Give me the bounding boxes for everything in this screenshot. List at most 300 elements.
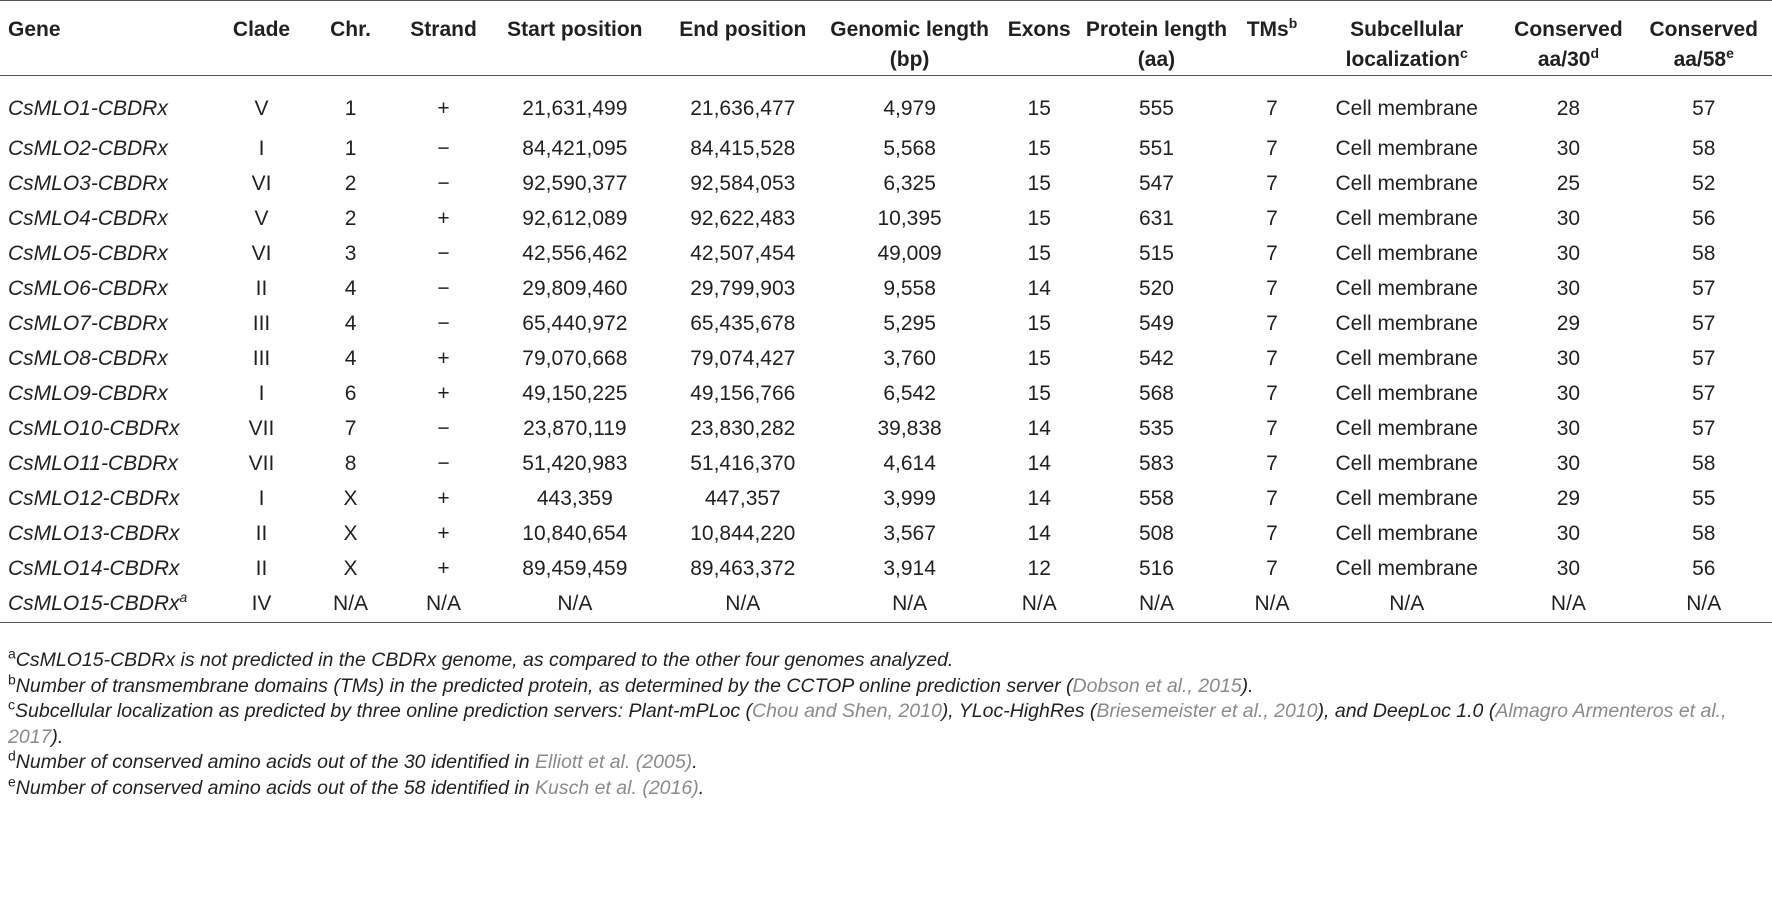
cell-value: + (437, 346, 450, 370)
table-cell (1312, 481, 1501, 516)
cell-value: Cell membrane (1335, 556, 1478, 580)
table-row (0, 236, 1772, 271)
table-cell (1232, 586, 1312, 623)
cell-value: 535 (1138, 416, 1174, 440)
cell-value: 92,584,053 (690, 171, 796, 195)
table-cell (998, 271, 1081, 306)
cell-value: VII (248, 416, 275, 440)
column-header (1501, 1, 1635, 76)
table-cell (223, 201, 300, 236)
table-cell (998, 76, 1081, 132)
header-row (0, 1, 1772, 76)
cell-value: 4 (344, 346, 357, 370)
table-cell (401, 446, 486, 481)
table-cell (300, 411, 401, 446)
cell-value: 30 (1556, 381, 1581, 405)
table-cell (822, 551, 998, 586)
footnote (8, 747, 1768, 776)
table-cell (1081, 446, 1232, 481)
cell-value: 555 (1138, 96, 1174, 120)
cell-value: 7 (1266, 381, 1278, 405)
footnote-text: Number of conserved amino acids out of the 58 identified in (15, 776, 536, 799)
cell-value: 89,459,459 (522, 556, 628, 580)
table-cell (664, 516, 822, 551)
table-cell (223, 166, 300, 201)
cell-value: CsMLO8-CBDRx (8, 346, 168, 370)
table-cell (1312, 271, 1501, 306)
column-header-label: Exons (1007, 18, 1071, 41)
table-cell (998, 446, 1081, 481)
footnote-text: ), YLoc-HighRes ( (941, 700, 1097, 722)
table-cell (822, 376, 998, 411)
table-cell (664, 236, 822, 271)
cell-value: 30 (1556, 276, 1581, 300)
table-cell (664, 446, 822, 481)
table-cell (822, 236, 998, 271)
table-cell (300, 586, 401, 623)
table-cell (1232, 481, 1312, 516)
gene-cell (0, 341, 223, 376)
cell-value: III (252, 311, 271, 335)
footnote-mark: a (8, 645, 16, 662)
cell-value: Cell membrane (1335, 416, 1478, 440)
table-cell (998, 586, 1081, 623)
table-cell (223, 131, 300, 166)
table-cell (223, 306, 300, 341)
table-cell (1501, 481, 1635, 516)
table-row (0, 376, 1772, 411)
table-cell (664, 411, 822, 446)
cell-value: − (437, 416, 450, 440)
table-row (0, 76, 1772, 132)
table-cell (401, 131, 486, 166)
cell-value: 2 (344, 171, 357, 195)
table-cell (1312, 341, 1501, 376)
cell-value: 49,150,225 (522, 381, 628, 405)
table-cell (401, 306, 486, 341)
footnote-mark: b (1288, 15, 1298, 31)
cell-value: VI (251, 241, 272, 265)
table-cell (486, 516, 664, 551)
table-cell (664, 586, 822, 623)
gene-cell (0, 271, 223, 306)
gene-cell (0, 586, 223, 623)
table-cell (664, 201, 822, 236)
cell-value: 29 (1556, 486, 1581, 510)
gene-cell (0, 516, 223, 551)
table-cell (401, 376, 486, 411)
cell-value: II (255, 556, 268, 580)
cell-value: 4,614 (883, 451, 936, 475)
cell-value: I (258, 136, 265, 160)
table-row (0, 131, 1772, 166)
table-cell (300, 306, 401, 341)
cell-value: 79,070,668 (522, 346, 628, 370)
table-cell (1636, 76, 1772, 132)
table-cell (486, 271, 664, 306)
cell-value: − (437, 276, 450, 300)
table-cell (1501, 446, 1635, 481)
cell-value: 92,590,377 (522, 171, 628, 195)
table-cell (1501, 201, 1635, 236)
footnote-text: CsMLO15-CBDRx is not predicted in the CBDRx genome, as compared to the other four genomes analyzed. (15, 649, 954, 671)
cell-value: CsMLO6-CBDRx (8, 276, 168, 300)
cell-value: − (437, 311, 450, 335)
table-cell (300, 446, 401, 481)
table-cell (223, 551, 300, 586)
table-cell (1081, 586, 1232, 623)
table-cell (486, 166, 664, 201)
cell-value: 89,463,372 (690, 556, 796, 580)
table-cell (998, 236, 1081, 271)
cell-value: 65,440,972 (522, 311, 628, 335)
table-cell (1232, 341, 1312, 376)
table-cell (1232, 376, 1312, 411)
column-header-label: Protein length (aa) (1085, 18, 1228, 71)
footnote-mark: b (8, 671, 16, 687)
citation-link[interactable]: Chou and Shen, 2010 (752, 700, 942, 722)
table-cell (1501, 586, 1635, 623)
table-cell (1501, 516, 1635, 551)
cell-value: − (437, 136, 450, 160)
table-cell (223, 411, 300, 446)
cell-value: 23,870,119 (523, 416, 627, 440)
table-cell (486, 236, 664, 271)
column-header (1636, 1, 1772, 76)
table-cell (486, 411, 664, 446)
cell-value: X (343, 556, 358, 580)
table-row (0, 411, 1772, 446)
table-cell (1232, 516, 1312, 551)
table-cell (1232, 166, 1312, 201)
cell-value: 30 (1556, 136, 1581, 160)
table-cell (1636, 376, 1772, 411)
table-cell (223, 236, 300, 271)
footnote-text: ). (1241, 674, 1254, 697)
cell-value: 29 (1556, 311, 1581, 335)
column-header (223, 1, 300, 76)
table-cell (664, 131, 822, 166)
table-cell (401, 271, 486, 306)
cell-value: Cell membrane (1335, 171, 1478, 195)
cell-value: 51,416,370 (690, 451, 796, 475)
cell-value: 42,556,462 (522, 241, 628, 265)
cell-value: 7 (1266, 521, 1278, 545)
table-cell (1501, 306, 1635, 341)
cell-value: 30 (1556, 556, 1581, 580)
table-cell (486, 446, 664, 481)
cell-value: I (258, 381, 265, 405)
cell-value: 520 (1138, 276, 1174, 300)
column-header-label: Conserved aa/58 (1649, 18, 1759, 71)
cell-value: 39,838 (877, 416, 942, 440)
table-cell (822, 201, 998, 236)
cell-value: 4,979 (883, 96, 936, 120)
citation-link[interactable]: Dobson et al., 2015 (1072, 674, 1242, 697)
table-cell (822, 76, 998, 132)
cell-value: 5,295 (883, 311, 936, 335)
cell-value: Cell membrane (1335, 486, 1478, 510)
cell-value: 6 (344, 381, 357, 405)
cell-value: − (437, 451, 450, 475)
cell-value: 7 (1266, 486, 1278, 510)
cell-value: 84,421,095 (522, 136, 628, 160)
cell-value: + (437, 556, 450, 580)
table-cell (1312, 236, 1501, 271)
cell-value: 14 (1027, 276, 1051, 300)
table-cell (300, 341, 401, 376)
cell-value: 6,542 (883, 381, 936, 405)
table-cell (822, 131, 998, 166)
table-cell (300, 551, 401, 586)
cell-value: 14 (1027, 521, 1051, 545)
cell-value: 547 (1138, 171, 1174, 195)
cell-value: 549 (1138, 311, 1174, 335)
cell-value: 9,558 (883, 276, 936, 300)
cell-value: CsMLO13-CBDRx (8, 521, 180, 545)
table-cell (1636, 306, 1772, 341)
table-cell (401, 551, 486, 586)
table-cell (998, 411, 1081, 446)
cell-value: 7 (1266, 276, 1278, 300)
gene-cell (0, 306, 223, 341)
footnote-text: . (692, 751, 698, 773)
cell-value: V (254, 206, 269, 230)
table-cell (998, 131, 1081, 166)
cell-value: 631 (1138, 206, 1174, 230)
table-cell (486, 481, 664, 516)
table-cell (1312, 411, 1501, 446)
table-cell (223, 376, 300, 411)
gene-cell (0, 376, 223, 411)
table-cell (822, 481, 998, 516)
table-cell (223, 446, 300, 481)
table-cell (1081, 481, 1232, 516)
table-cell (486, 551, 664, 586)
column-header-label: Clade (232, 18, 291, 41)
cell-value: 508 (1138, 521, 1174, 545)
cell-value: Cell membrane (1335, 96, 1478, 120)
table-row (0, 271, 1772, 306)
table-cell (1081, 516, 1232, 551)
table-cell (822, 271, 998, 306)
cell-value: 515 (1138, 241, 1174, 265)
cell-value: CsMLO5-CBDRx (8, 241, 168, 265)
table-cell (486, 376, 664, 411)
cell-value: 55 (1692, 486, 1716, 510)
cell-value: 30 (1556, 416, 1581, 440)
cell-value: 7 (1266, 241, 1278, 265)
cell-value: 15 (1027, 381, 1051, 405)
table-cell (998, 481, 1081, 516)
table-cell (300, 201, 401, 236)
table-cell (822, 446, 998, 481)
table-cell (664, 376, 822, 411)
cell-value: 10,395 (877, 206, 942, 230)
table-row (0, 481, 1772, 516)
table-cell (223, 586, 300, 623)
footnote-text: . (698, 776, 705, 799)
table-cell (1501, 131, 1635, 166)
table-cell (486, 341, 664, 376)
cell-value: 12 (1027, 556, 1051, 580)
table-cell (1501, 551, 1635, 586)
table-cell (998, 306, 1081, 341)
table-cell (223, 341, 300, 376)
cell-value: 52 (1692, 171, 1716, 195)
cell-value: CsMLO15-CBDRx (8, 592, 180, 615)
cell-value: 14 (1027, 451, 1051, 475)
table-cell (300, 166, 401, 201)
cell-value: 4 (344, 276, 357, 300)
cell-value: 542 (1138, 346, 1174, 370)
cell-value: 2 (344, 206, 357, 230)
column-header (1312, 1, 1501, 76)
cell-value: − (437, 171, 450, 195)
table-cell (1081, 341, 1232, 376)
table-cell (1636, 166, 1772, 201)
cell-value: 57 (1692, 96, 1716, 120)
cell-value: 92,622,483 (690, 206, 796, 230)
table-cell (998, 516, 1081, 551)
cell-value: 3,760 (883, 346, 936, 370)
cell-value: 3,567 (883, 521, 936, 545)
column-header-label: Subcellular localization (1345, 18, 1464, 71)
cell-value: 15 (1027, 171, 1051, 195)
table-cell (1636, 551, 1772, 586)
cell-value: 21,636,477 (690, 96, 796, 120)
cell-value: 7 (1266, 171, 1278, 195)
citation-link[interactable]: Elliott et al. (2005) (535, 751, 693, 773)
cell-value: N/A (1389, 592, 1425, 615)
cell-value: N/A (426, 592, 462, 615)
table-cell (1312, 76, 1501, 132)
table-cell (1636, 131, 1772, 166)
table-cell (998, 341, 1081, 376)
table-cell (822, 586, 998, 623)
table-cell (1636, 201, 1772, 236)
table-cell (223, 76, 300, 132)
cell-value: 57 (1692, 381, 1716, 405)
gene-cell (0, 411, 223, 446)
gene-cell (0, 551, 223, 586)
cell-value: Cell membrane (1335, 276, 1478, 300)
table-cell (1636, 411, 1772, 446)
table-cell (1312, 551, 1501, 586)
table-cell (1501, 376, 1635, 411)
cell-value: 15 (1027, 241, 1051, 265)
cell-value: CsMLO9-CBDRx (8, 381, 168, 405)
table-cell (1081, 236, 1232, 271)
cell-value: CsMLO2-CBDRx (8, 136, 168, 160)
footnote-text: Number of transmembrane domains (TMs) in the predicted protein, as determined by the CCTOP online prediction server ( (15, 674, 1073, 697)
table-cell (664, 306, 822, 341)
cell-value: 7 (1266, 136, 1278, 160)
cell-value: 568 (1138, 381, 1174, 405)
column-header (401, 1, 486, 76)
table-cell (1081, 166, 1232, 201)
gene-cell (0, 76, 223, 132)
citation-link[interactable]: Kusch et al. (2016) (535, 776, 699, 799)
cell-value: VII (248, 451, 275, 475)
cell-value: CsMLO14-CBDRx (8, 556, 180, 580)
citation-link[interactable]: Briesemeister et al., 2010 (1096, 700, 1318, 722)
gene-cell (0, 446, 223, 481)
cell-value: 7 (1266, 96, 1278, 120)
cell-value: 92,612,089 (522, 206, 628, 230)
cell-value: + (437, 486, 450, 510)
cell-value: 57 (1692, 311, 1716, 335)
table-cell (401, 201, 486, 236)
table-cell (486, 586, 664, 623)
cell-value: N/A (1550, 592, 1586, 615)
cell-value: 15 (1027, 346, 1051, 370)
cell-value: X (343, 521, 358, 545)
footnote (8, 671, 1768, 700)
cell-value: 7 (1266, 451, 1278, 475)
table-cell (664, 166, 822, 201)
table-cell (1636, 516, 1772, 551)
table-cell (1312, 166, 1501, 201)
table-cell (300, 376, 401, 411)
column-header-label: Genomic length (bp) (830, 18, 989, 71)
cell-value: Cell membrane (1335, 521, 1478, 545)
column-header (822, 1, 998, 76)
column-header-label: Gene (8, 18, 61, 41)
cell-value: 42,507,454 (690, 241, 796, 265)
citation-link[interactable]: Almagro Armenteros et al., 2017 (8, 700, 1727, 748)
cell-value: CsMLO1-CBDRx (8, 96, 168, 120)
column-header-label: End position (679, 18, 807, 41)
table-cell (1312, 131, 1501, 166)
table-cell (401, 516, 486, 551)
table-cell (1312, 306, 1501, 341)
cell-value: 58 (1692, 241, 1716, 265)
cell-value: 49,156,766 (690, 381, 796, 405)
table-cell (822, 306, 998, 341)
cell-value: Cell membrane (1335, 346, 1478, 370)
column-header (1081, 1, 1232, 76)
cell-value: 516 (1138, 556, 1174, 580)
footnote-mark: d (1590, 45, 1599, 61)
table-cell (401, 341, 486, 376)
cell-value: 56 (1692, 206, 1716, 230)
footnote (8, 696, 1768, 750)
cell-value: 28 (1556, 96, 1581, 120)
cell-value: 7 (1266, 206, 1278, 230)
cell-value: CsMLO12-CBDRx (8, 486, 180, 510)
column-header (0, 1, 223, 76)
table-cell (664, 271, 822, 306)
cell-value: 30 (1556, 451, 1581, 475)
gene-cell (0, 201, 223, 236)
cell-value: 58 (1692, 136, 1716, 160)
table-cell (300, 76, 401, 132)
table-cell (1501, 166, 1635, 201)
table-cell (486, 306, 664, 341)
table-cell (1636, 271, 1772, 306)
cell-value: IV (251, 592, 272, 615)
cell-value: 3,999 (883, 486, 936, 510)
cell-value: 583 (1138, 451, 1174, 475)
cell-value: 65,435,678 (690, 311, 796, 335)
table-cell (1312, 376, 1501, 411)
table-cell (1501, 271, 1635, 306)
cell-value: X (343, 486, 358, 510)
cell-value: 8 (344, 451, 357, 475)
table-cell (1636, 586, 1772, 623)
footnote-mark: d (8, 747, 16, 764)
